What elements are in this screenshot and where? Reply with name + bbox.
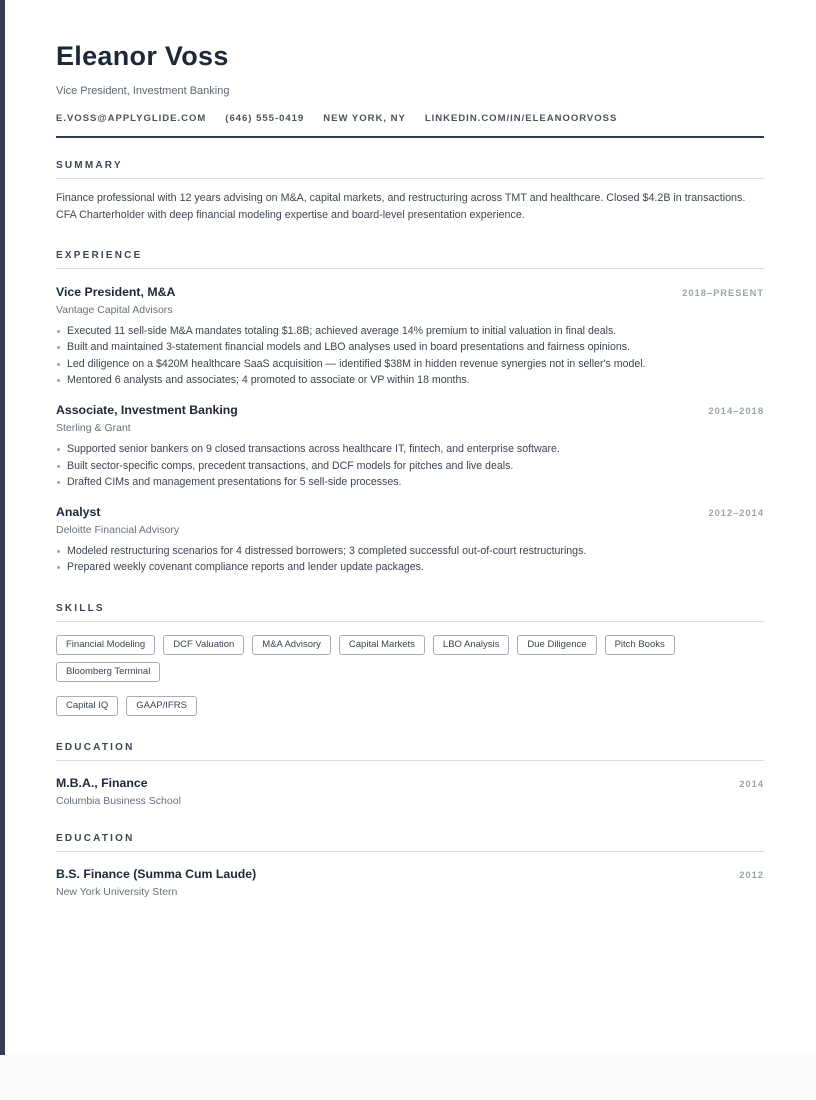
education-section <box>56 833 764 898</box>
job-dates: 2018–PRESENT <box>682 287 764 298</box>
job-title-row <box>56 285 764 299</box>
job-dates: 2014–2018 <box>708 406 764 417</box>
contact-row <box>56 113 764 124</box>
education-heading: EDUCATION <box>56 742 135 754</box>
education-heading: EDUCATION <box>56 833 135 845</box>
bullet-text: Modeled restructuring scenarios for 4 distressed borrowers; 3 completed successful out-of-court restructurings. <box>67 544 587 557</box>
job-bullets <box>56 323 764 389</box>
header-divider <box>56 136 764 138</box>
education-year: 2014 <box>739 779 764 790</box>
candidate-name: Eleanor Voss <box>56 41 229 71</box>
bullet-icon <box>57 379 60 382</box>
skill-chip: Capital Markets <box>339 635 425 655</box>
experience-divider <box>56 268 764 269</box>
bullet-icon <box>57 346 60 349</box>
job-title-row <box>56 505 764 519</box>
candidate-title: Vice President, Investment Banking <box>56 84 230 97</box>
bullet-text: Supported senior bankers on 9 closed transactions across healthcare IT, fintech, and enterprise software. <box>67 443 560 456</box>
summary-text: Finance professional with 12 years advising on M&A, capital markets, and restructuring across TMT and healthcare. Closed $4.2B in transactions. CFA Charterholder with deep financial modeling expertise and board-level presentation experience. <box>56 191 746 222</box>
bullet-icon <box>57 448 60 451</box>
education-entry <box>56 776 764 807</box>
skills-section <box>56 603 764 716</box>
bullet-item <box>56 323 764 340</box>
education-divider <box>56 851 764 852</box>
contact-phone: (646) 555-0419 <box>225 112 305 124</box>
skill-chip: Financial Modeling <box>56 635 155 655</box>
education-school: Columbia Business School <box>56 795 181 808</box>
bullet-icon <box>57 550 60 553</box>
experience-heading: EXPERIENCE <box>56 249 143 261</box>
skill-chip: GAAP/IFRS <box>126 696 197 716</box>
contact-email: E.VOSS@APPLYGLIDE.COM <box>56 112 207 124</box>
bullet-text: Built sector-specific comps, precedent transactions, and DCF models for pitches and live deals. <box>67 459 514 472</box>
education-school: New York University Stern <box>56 886 178 899</box>
job-company: Deloitte Financial Advisory <box>56 523 180 536</box>
summary-heading: SUMMARY <box>56 159 123 171</box>
job-title-row <box>56 403 764 417</box>
bullet-icon <box>57 465 60 468</box>
skills-heading: SKILLS <box>56 603 105 615</box>
skills-chip-list <box>56 635 764 716</box>
job-entry <box>56 505 764 576</box>
bullet-icon <box>57 481 60 484</box>
bullet-item <box>56 339 764 356</box>
summary-section <box>56 160 764 225</box>
bullet-text: Mentored 6 analysts and associates; 4 promoted to associate or VP within 18 months. <box>67 374 470 387</box>
education-degree: B.S. Finance (Summa Cum Laude) <box>56 867 257 882</box>
bullet-item <box>56 372 764 389</box>
bullet-text: Executed 11 sell-side M&A mandates totaling $1.8B; achieved average 14% premium to initial valuation in final deals. <box>67 324 617 337</box>
bullet-text: Drafted CIMs and management presentations for 5 sell-side processes. <box>67 476 402 489</box>
skill-chip: DCF Valuation <box>163 635 244 655</box>
bullet-icon <box>57 363 60 366</box>
job-entry <box>56 403 764 491</box>
bullet-text: Led diligence on a $420M healthcare SaaS acquisition — identified $38M in hidden revenue synergies not in seller's model. <box>67 357 646 370</box>
bullet-item <box>56 543 764 560</box>
bullet-item <box>56 458 764 475</box>
bullet-item <box>56 559 764 576</box>
education-entry <box>56 867 764 898</box>
bullet-item <box>56 356 764 373</box>
job-company: Vantage Capital Advisors <box>56 303 173 316</box>
bullet-text: Prepared weekly covenant compliance reports and lender update packages. <box>67 561 424 574</box>
education-section <box>56 742 764 807</box>
bullet-item <box>56 474 764 491</box>
job-title: Vice President, M&A <box>56 284 176 299</box>
bullet-icon <box>57 330 60 333</box>
resume-content <box>5 0 816 898</box>
summary-divider <box>56 178 764 179</box>
skill-chip: Due Diligence <box>517 635 596 655</box>
bullet-icon <box>57 566 60 569</box>
job-entry <box>56 285 764 389</box>
job-bullets <box>56 543 764 576</box>
education-title-row <box>56 776 764 790</box>
skill-chip: Pitch Books <box>605 635 675 655</box>
education-year: 2012 <box>739 870 764 881</box>
experience-section <box>56 250 764 576</box>
bullet-item <box>56 441 764 458</box>
job-company: Sterling & Grant <box>56 422 131 435</box>
skills-divider <box>56 621 764 622</box>
job-dates: 2012–2014 <box>708 507 764 518</box>
skill-chip: Bloomberg Terminal <box>56 662 160 682</box>
education-title-row <box>56 867 764 881</box>
education-degree: M.B.A., Finance <box>56 776 148 791</box>
job-title: Analyst <box>56 504 101 519</box>
skill-chip: LBO Analysis <box>433 635 510 655</box>
skill-chip: Capital IQ <box>56 696 118 716</box>
resume-header <box>56 42 764 138</box>
education-divider <box>56 760 764 761</box>
job-title: Associate, Investment Banking <box>56 403 238 418</box>
contact-location: NEW YORK, NY <box>323 112 406 124</box>
job-bullets <box>56 441 764 491</box>
bullet-text: Built and maintained 3-statement financial models and LBO analyses used in board presentations and fairness opinions. <box>67 341 630 354</box>
contact-linkedin: LINKEDIN.COM/IN/ELEANOORVOSS <box>424 112 618 124</box>
skill-chip: M&A Advisory <box>252 635 331 655</box>
